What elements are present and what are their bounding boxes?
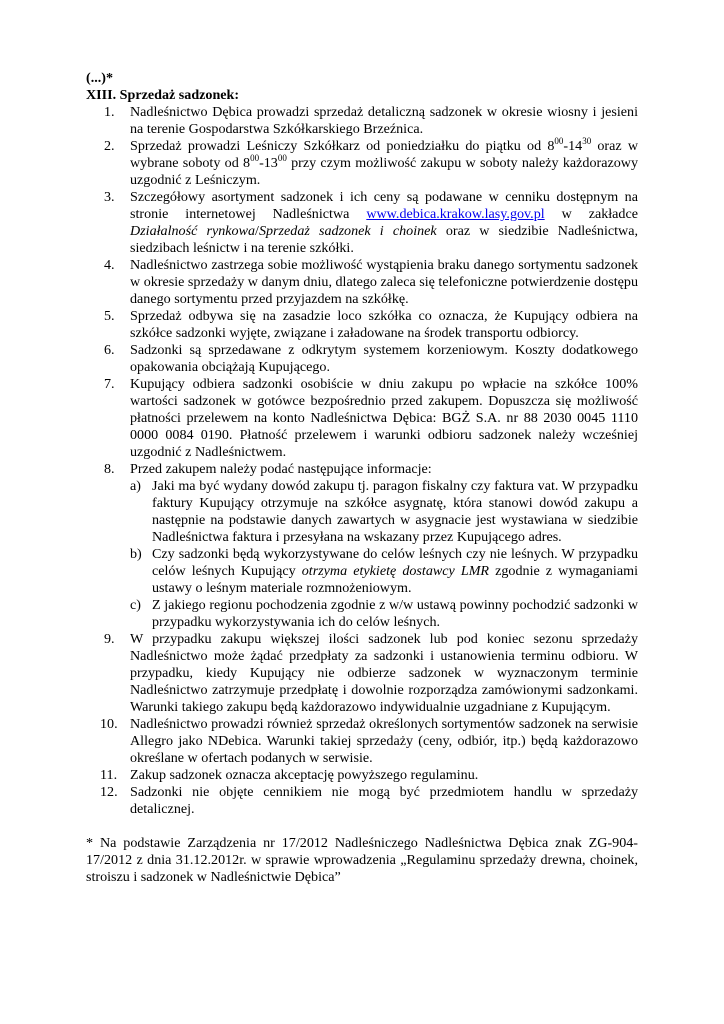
item-text: Kupujący odbiera sadzonki osobiście w dniu zakupu po wpłacie na szkółce 100% wartości sadzonek w gotówce bezpośrednio przed zakupem. Dopuszcza się możliwość płatności przelewem na konto Nadleśnictwa Dębica: BGŻ S.A. nr 88 2030 0045 1110 0000 0084 0190. Płatność przelewem i warunki odbioru sadzonek należy wcześniej uzgodnić z Nadleśnictwem. (130, 376, 638, 460)
item-number: 11. (100, 767, 118, 783)
item-number: 3. (104, 189, 115, 205)
item-text: W przypadku zakupu większej ilości sadzonek lub pod koniec sezonu sprzedaży Nadleśnictwo może żądać przedpłaty za sadzonki i ustanowienia terminu odbioru. W przypadku, kiedy Kupujący nie odbierze sadzonek w wyznaczonym terminie Nadleśnictwo zatrzymuje przedpłatę i dowolnie rozporządza zamówionymi sadzonkami. Warunki takiego zakupu będą każdorazowo indywidualnie uzgadniane z Kupującym. (130, 631, 638, 715)
sub-item-letter: c) (130, 597, 141, 613)
item-text: Nadleśnictwo prowadzi również sprzedaż określonych sortymentów sadzonek na serwisie Allegro jako NDebica. Warunki takiej sprzedaży (ceny, odbiór, itp.) będą każdorazowo określane w ofertach podanych w serwisie. (130, 716, 638, 766)
superscript: 00 (554, 136, 564, 146)
list-item (104, 308, 638, 342)
item-text-part: / (255, 223, 259, 239)
list-item (104, 342, 638, 376)
item-text: Nadleśnictwo zastrzega sobie możliwość wystąpienia braku danego sortymentu sadzonek w okresie sprzedaży w danym dniu, dlatego zaleca się telefoniczne potwierdzenie dostępu danego sortymentu przed przyjazdem na szkółkę. (130, 257, 638, 307)
list-item (100, 784, 638, 818)
item-text: Przed zakupem należy podać następujące informacje: (130, 461, 432, 477)
superscript: 00 (277, 153, 287, 163)
sub-item-letter: b) (130, 546, 142, 562)
sub-list-item (130, 597, 638, 631)
sub-item-text: Z jakiego regionu pochodzenia zgodnie z w/w ustawą powinny pochodzić sadzonki w przypadku wykorzystywania ich do celów leśnych. (152, 597, 638, 630)
sub-list-item (130, 478, 638, 546)
italic-text: otrzyma etykietę dostawcy LMR (301, 563, 490, 579)
item-number: 4. (104, 257, 115, 273)
list-item (104, 376, 638, 461)
list-item (104, 189, 639, 257)
item-text-part: -13 (259, 155, 278, 171)
item-text-part: oraz w wybrane soboty od 8 (130, 138, 638, 171)
sub-item-text: Jaki ma być wydany dowód zakupu tj. paragon fiskalny czy faktura vat. W przypadku faktury Kupujący otrzymuje na szkółce asygnatę, która stanowi dowód zakupu a następnie na podstawie danych zawartych w asygnacie jest wystawiana w siedzibie Nadleśnictwa faktura i przesyłana na wskazany przez Kupującego adres. (152, 478, 638, 545)
sub-list (130, 478, 638, 631)
website-link[interactable]: www.debica.krakow.lasy.gov.pl (366, 206, 545, 222)
item-text-part: w zakładce (544, 206, 638, 222)
item-text-part: -14 (563, 138, 583, 154)
item-number: 5. (104, 308, 115, 324)
item-text: Sadzonki są sprzedawane z odkrytym systemem korzeniowym. Koszty dodatkowego opakowania obciążają Kupującego. (130, 342, 638, 375)
item-number: 6. (104, 342, 115, 358)
superscript: 00 (250, 153, 260, 163)
list-item (104, 136, 638, 189)
item-text: Zakup sadzonek oznacza akceptację powyższego regulaminu. (130, 767, 479, 783)
item-text-part: przy czym możliwość zakupu w soboty należy każdorazowy uzgodnić z Leśniczym. (130, 155, 638, 188)
list-item (104, 461, 638, 631)
list-item (100, 716, 638, 767)
list-item (100, 767, 638, 784)
item-number: 7. (104, 376, 115, 392)
italic-text: Działalność rynkowa (130, 223, 256, 239)
item-text-part: Sprzedaż prowadzi Leśniczy Szkółkarz od poniedziałku do piątku od 8 (130, 138, 555, 154)
sub-item-letter: a) (130, 478, 141, 494)
item-text-part: oraz w siedzibie Nadleśnictwa, siedzibach leśnictw i na terenie szkółki. (130, 223, 639, 256)
item-text: Nadleśnictwo Dębica prowadzi sprzedaż detaliczną sadzonek w okresie wiosny i jesieni na terenie Gospodarstwa Szkółkarskiego Brzeźnica. (130, 104, 638, 137)
item-number: 1. (104, 104, 115, 120)
item-number: 8. (104, 461, 115, 477)
rules-list (86, 104, 638, 818)
item-text: Sprzedaż odbywa się na zasadzie loco szkółka co oznacza, że Kupujący odbiera na szkółce sadzonki wyjęte, związane i załadowane na środek transportu odbiorcy. (130, 308, 638, 341)
superscript: 30 (582, 136, 592, 146)
item-number: 2. (104, 138, 115, 154)
item-number: 12. (100, 784, 118, 800)
italic-text: Sprzedaż sadzonek i choinek (258, 223, 437, 239)
list-item (104, 631, 638, 716)
list-item (104, 257, 638, 308)
item-number: 10. (100, 716, 118, 732)
section-heading: XIII. Sprzedaż sadzonek: (86, 87, 240, 103)
item-text-part: Szczegółowy asortyment sadzonek i ich ceny są podawane w cenniku dostępnym na stronie internetowej Nadleśnictwa (130, 189, 638, 222)
sub-item-text-part: zgodnie z wymaganiami ustawy o leśnym materiale rozmnożeniowym. (152, 563, 638, 596)
footnote: * Na podstawie Zarządzenia nr 17/2012 Nadleśniczego Nadleśnictwa Dębica znak ZG-904-17/2012 z dnia 31.12.2012r. w sprawie wprowadzenia „Regulaminu sprzedaży drewna, choinek, stroiszu i sadzonek w Nadleśnictwie Dębica” (86, 835, 638, 885)
sub-list-item (130, 546, 638, 597)
item-number: 9. (104, 631, 115, 647)
omission-marker: (...)* (86, 70, 114, 86)
item-text: Sadzonki nie objęte cennikiem nie mogą być przedmiotem handlu w sprzedaży detalicznej. (130, 784, 638, 817)
list-item (104, 104, 638, 138)
sub-item-text-part: Czy sadzonki będą wykorzystywane do celów leśnych czy nie leśnych. W przypadku celów leśnych Kupujący (152, 546, 638, 579)
